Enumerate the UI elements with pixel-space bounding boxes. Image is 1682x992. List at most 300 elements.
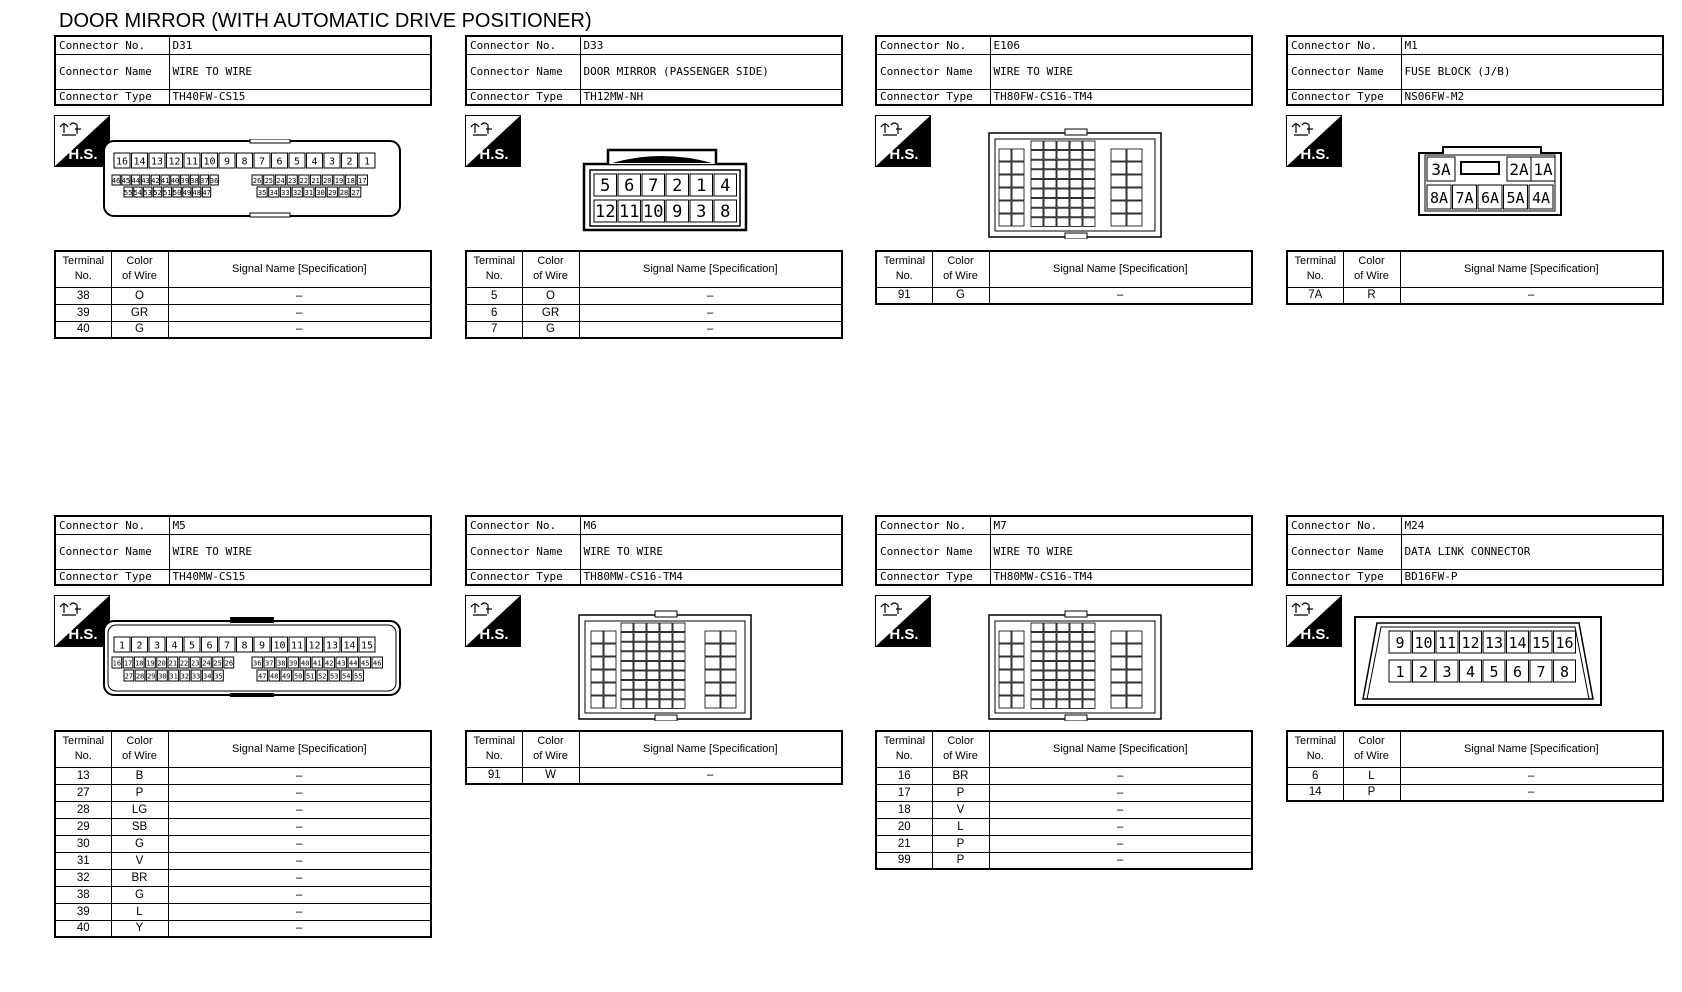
pin-cell [169, 670, 179, 681]
svg-text:2: 2 [136, 640, 143, 652]
svg-text:7: 7 [223, 640, 231, 652]
terminal-table [54, 250, 432, 339]
svg-text:33: 33 [191, 672, 201, 681]
connector-no-value: D31 [169, 36, 431, 54]
svg-text:42: 42 [325, 659, 334, 668]
svg-text:42: 42 [151, 176, 160, 185]
wire-color-cell: G [111, 835, 168, 852]
pin-cell [190, 175, 198, 185]
pin-cell [179, 657, 189, 668]
terminal-no-cell: 6 [466, 304, 522, 321]
svg-text:5: 5 [600, 176, 611, 197]
svg-text:1: 1 [1395, 663, 1405, 682]
terminal-no-cell: 38 [55, 886, 111, 903]
pin-cell [202, 657, 212, 668]
svg-text:11: 11 [185, 156, 199, 168]
signal-name-cell: – [989, 818, 1252, 835]
svg-text:17: 17 [123, 659, 133, 668]
terminal-no-cell: 27 [55, 784, 111, 801]
svg-text:18: 18 [135, 659, 144, 668]
svg-text:12: 12 [168, 156, 181, 168]
svg-text:7: 7 [258, 156, 266, 168]
connector-no-label: Connector No. [466, 36, 580, 54]
wire-color-cell: B [111, 767, 168, 784]
connector-no-label: Connector No. [1287, 516, 1401, 534]
connector-no-value: M24 [1401, 516, 1663, 534]
pin-cell [264, 175, 274, 185]
wire-color-cell: Y [111, 920, 168, 937]
svg-text:37: 37 [200, 176, 209, 185]
svg-text:31: 31 [169, 672, 178, 681]
pin-cell [151, 175, 159, 185]
pin-cell [252, 175, 262, 185]
signal-name-cell: – [168, 869, 431, 886]
wire-color-cell: G [932, 287, 989, 304]
connector-block-d33 [465, 35, 843, 455]
pin-cell [269, 670, 280, 681]
table-row [876, 767, 1252, 784]
pin-cell [304, 187, 314, 197]
signal-name-cell: – [989, 801, 1252, 818]
svg-text:40: 40 [170, 176, 180, 185]
svg-text:50: 50 [294, 672, 303, 681]
pin-cell [312, 657, 323, 668]
svg-text:38: 38 [277, 659, 286, 668]
color-of-wire-header: Color of Wire [111, 251, 168, 287]
svg-text:50: 50 [172, 188, 182, 197]
terminal-no-header: Terminal No. [1287, 731, 1343, 767]
svg-text:16: 16 [115, 156, 129, 168]
connector-info-table [465, 35, 843, 106]
connector-name-value: WIRE TO WIRE [169, 54, 431, 89]
connector-face-diagram [1353, 615, 1603, 707]
wire-color-cell: P [932, 784, 989, 801]
pin-cell [184, 153, 200, 168]
signal-name-cell: – [168, 287, 431, 304]
pin-cell [594, 174, 617, 196]
svg-text:24: 24 [202, 659, 211, 668]
pin-cell [322, 175, 332, 185]
pin-cell [1529, 185, 1553, 209]
connector-type-value: TH12MW-NH [580, 89, 842, 105]
svg-text:4: 4 [720, 176, 731, 197]
svg-text:7: 7 [1536, 663, 1546, 682]
pin-cell [124, 187, 132, 197]
pin-cell [157, 657, 167, 668]
terminal-table [54, 730, 432, 938]
svg-text:19: 19 [334, 176, 344, 185]
svg-text:18: 18 [346, 176, 355, 185]
wire-color-cell: G [522, 321, 579, 338]
svg-text:12: 12 [1461, 634, 1480, 653]
svg-text:6: 6 [624, 176, 635, 197]
connector-type-value: TH40FW-CS15 [169, 89, 431, 105]
svg-text:9: 9 [672, 202, 683, 223]
connector-name-value: WIRE TO WIRE [169, 534, 431, 569]
connector-name-value: WIRE TO WIRE [990, 534, 1252, 569]
pin-cell [1453, 185, 1477, 209]
connector-info-table [465, 515, 843, 586]
pin-cell [257, 187, 267, 197]
pin-cell [1427, 185, 1451, 209]
pin-cell [594, 200, 617, 222]
pin-cell [281, 670, 292, 681]
svg-text:37: 37 [265, 659, 274, 668]
signal-name-cell: – [168, 818, 431, 835]
svg-text:49: 49 [282, 672, 291, 681]
pin-cell [618, 174, 641, 196]
connector-name-label: Connector Name [876, 534, 990, 569]
pin-cell [289, 637, 305, 652]
svg-text:9: 9 [258, 640, 266, 652]
connector-no-value: M1 [1401, 36, 1663, 54]
connector-name-value: FUSE BLOCK (J/B) [1401, 54, 1663, 89]
connector-name-label: Connector Name [466, 54, 580, 89]
connector-type-label: Connector Type [55, 89, 169, 105]
terminal-no-header: Terminal No. [876, 731, 932, 767]
terminal-no-cell: 32 [55, 869, 111, 886]
svg-text:33: 33 [281, 188, 290, 197]
svg-text:39: 39 [289, 659, 298, 668]
pin-cell [122, 175, 130, 185]
svg-text:55: 55 [123, 188, 133, 197]
svg-text:20: 20 [157, 659, 166, 668]
wire-color-cell: P [111, 784, 168, 801]
connector-no-label: Connector No. [466, 516, 580, 534]
signal-name-cell: – [579, 304, 842, 321]
pin-cell [1554, 631, 1576, 653]
color-of-wire-header: Color of Wire [932, 251, 989, 287]
svg-text:49: 49 [182, 188, 192, 197]
pin-cell [190, 657, 200, 668]
terminal-no-header: Terminal No. [876, 251, 932, 287]
signal-name-cell: – [168, 801, 431, 818]
wire-color-cell: L [1343, 767, 1400, 784]
svg-text:5: 5 [188, 640, 196, 652]
pin-cell [287, 175, 297, 185]
terminal-no-cell: 30 [55, 835, 111, 852]
pin-cell [714, 200, 737, 222]
table-row [1287, 767, 1663, 784]
signal-name-cell: – [168, 852, 431, 869]
table-row [466, 321, 842, 338]
svg-text:35: 35 [257, 188, 267, 197]
pin-cell [124, 670, 134, 681]
pin-cell [1554, 660, 1576, 682]
svg-text:51: 51 [306, 672, 315, 681]
connector-name-label: Connector Name [55, 54, 169, 89]
terminal-no-cell: 38 [55, 287, 111, 304]
table-row [876, 835, 1252, 852]
pin-cell [324, 637, 340, 652]
svg-text:14: 14 [133, 156, 146, 168]
pin-cell [359, 153, 375, 168]
hs-label: H.S. [68, 626, 98, 643]
signal-name-header: Signal Name [Specification] [579, 251, 842, 287]
terminal-no-cell: 40 [55, 920, 111, 937]
pin-cell [666, 200, 689, 222]
pin-cell [202, 153, 218, 168]
pin-cell [276, 657, 287, 668]
connector-block-m7 [875, 515, 1253, 935]
signal-name-header: Signal Name [Specification] [168, 251, 431, 287]
connector-no-value: M6 [580, 516, 842, 534]
connector-block-m5 [54, 515, 432, 935]
svg-text:16: 16 [1555, 634, 1574, 653]
svg-text:54: 54 [133, 188, 143, 197]
connector-name-label: Connector Name [466, 534, 580, 569]
svg-text:6: 6 [1512, 663, 1523, 682]
pin-cell [141, 175, 149, 185]
pin-cell [257, 670, 268, 681]
table-row [55, 869, 431, 886]
svg-text:9: 9 [223, 156, 231, 168]
svg-text:2: 2 [346, 156, 353, 168]
pin-cell [275, 175, 285, 185]
svg-text:39: 39 [180, 176, 189, 185]
pin-cell [193, 187, 201, 197]
svg-text:25: 25 [264, 176, 274, 185]
pin-cell [202, 637, 218, 652]
color-of-wire-header: Color of Wire [522, 251, 579, 287]
svg-text:52: 52 [318, 672, 327, 681]
color-of-wire-header: Color of Wire [111, 731, 168, 767]
svg-text:8A: 8A [1429, 189, 1449, 207]
svg-text:9: 9 [1395, 634, 1405, 653]
pin-cell [224, 657, 234, 668]
svg-text:31: 31 [304, 188, 314, 197]
svg-text:10: 10 [273, 640, 286, 652]
signal-name-cell: – [989, 767, 1252, 784]
svg-text:52: 52 [153, 188, 162, 197]
svg-text:5: 5 [1489, 663, 1499, 682]
terminal-no-cell: 20 [876, 818, 932, 835]
svg-text:44: 44 [349, 659, 358, 668]
svg-text:20: 20 [323, 176, 332, 185]
svg-text:15: 15 [1531, 634, 1551, 653]
table-row [1287, 784, 1663, 801]
pin-cell [339, 187, 349, 197]
connector-type-label: Connector Type [876, 569, 990, 585]
svg-text:11: 11 [619, 202, 640, 223]
pin-cell [146, 670, 156, 681]
hs-label: H.S. [479, 626, 509, 643]
connector-info-table [875, 515, 1253, 586]
pin-cell [144, 187, 152, 197]
pin-cell [252, 657, 263, 668]
pin-cell [167, 153, 183, 168]
terminal-table [1286, 250, 1664, 305]
svg-text:30: 30 [158, 672, 167, 681]
signal-name-cell: – [168, 920, 431, 937]
pin-cell [202, 187, 210, 197]
pin-cell [307, 153, 323, 168]
connector-name-label: Connector Name [55, 534, 169, 569]
pin-cell [342, 153, 358, 168]
wire-color-cell: L [111, 903, 168, 920]
pin-cell [280, 187, 290, 197]
connector-face-diagram [582, 137, 750, 237]
pin-cell [359, 637, 375, 652]
pin-cell [161, 175, 169, 185]
table-row [876, 801, 1252, 818]
wire-color-cell: GR [522, 304, 579, 321]
pin-cell [357, 175, 367, 185]
pin-cell [132, 637, 148, 652]
svg-text:8: 8 [1559, 663, 1570, 682]
terminal-no-cell: 18 [876, 801, 932, 818]
svg-text:29: 29 [328, 188, 337, 197]
svg-text:4: 4 [171, 640, 178, 652]
connector-type-value: TH40MW-CS15 [169, 569, 431, 585]
pin-cell [135, 670, 145, 681]
wire-color-cell: GR [111, 304, 168, 321]
wire-color-cell: G [111, 886, 168, 903]
hs-label: H.S. [889, 146, 919, 163]
pin-cell [219, 153, 235, 168]
hs-label: H.S. [889, 626, 919, 643]
pin-cell [149, 637, 165, 652]
signal-name-cell: – [168, 903, 431, 920]
hs-label: H.S. [1300, 146, 1330, 163]
pin-cell [112, 175, 120, 185]
wire-color-cell: L [932, 818, 989, 835]
signal-name-cell: – [168, 835, 431, 852]
pin-cell [1436, 660, 1458, 682]
svg-text:7: 7 [648, 176, 659, 197]
pin-cell [114, 153, 130, 168]
pin-cell [311, 175, 321, 185]
pin-cell [1530, 631, 1552, 653]
signal-name-header: Signal Name [Specification] [579, 731, 842, 767]
svg-text:6: 6 [276, 156, 283, 168]
signal-name-cell: – [579, 287, 842, 304]
connector-no-label: Connector No. [876, 516, 990, 534]
svg-text:6A: 6A [1480, 189, 1500, 207]
table-row [876, 852, 1252, 869]
connector-no-value: M5 [169, 516, 431, 534]
table-row [55, 920, 431, 937]
pin-cell [1460, 631, 1482, 653]
pin-cell [1461, 162, 1499, 174]
connector-no-value: E106 [990, 36, 1252, 54]
svg-text:19: 19 [146, 659, 155, 668]
svg-text:10: 10 [203, 156, 216, 168]
svg-text:27: 27 [124, 672, 134, 681]
table-row [466, 287, 842, 304]
pin-cell [642, 200, 665, 222]
table-row [55, 818, 431, 835]
wire-color-cell: G [111, 321, 168, 338]
pin-cell [1427, 157, 1455, 181]
pin-cell [134, 657, 144, 668]
terminal-no-cell: 39 [55, 903, 111, 920]
pin-cell [1389, 631, 1411, 653]
harness-side-icon [465, 595, 521, 647]
pin-cell [219, 637, 235, 652]
connector-info-table [1286, 35, 1664, 106]
connector-name-value: WIRE TO WIRE [580, 534, 842, 569]
pin-cell [214, 670, 224, 681]
terminal-table [465, 730, 843, 785]
terminal-no-cell: 28 [55, 801, 111, 818]
connector-name-value: WIRE TO WIRE [990, 54, 1252, 89]
svg-text:48: 48 [270, 672, 279, 681]
pin-cell [146, 657, 156, 668]
pin-cell [300, 657, 311, 668]
pin-cell [149, 153, 165, 168]
pin-cell [264, 657, 275, 668]
pin-cell [213, 657, 223, 668]
svg-text:34: 34 [203, 672, 212, 681]
svg-text:30: 30 [316, 188, 325, 197]
wire-color-cell: SB [111, 818, 168, 835]
pin-cell [1436, 631, 1458, 653]
wire-color-cell: BR [111, 869, 168, 886]
svg-text:10: 10 [643, 202, 664, 223]
svg-text:2A: 2A [1509, 160, 1529, 179]
svg-text:44: 44 [131, 176, 140, 185]
pin-cell [360, 657, 371, 668]
pin-cell [114, 637, 130, 652]
pin-cell [305, 670, 316, 681]
table-row [55, 886, 431, 903]
pin-cell [346, 175, 356, 185]
svg-text:43: 43 [337, 659, 346, 668]
svg-text:3: 3 [696, 202, 707, 223]
svg-text:11: 11 [1437, 634, 1457, 653]
connector-type-label: Connector Type [466, 569, 580, 585]
signal-name-header: Signal Name [Specification] [168, 731, 431, 767]
pin-cell [351, 187, 361, 197]
table-row [876, 784, 1252, 801]
color-of-wire-header: Color of Wire [932, 731, 989, 767]
pin-cell [690, 200, 713, 222]
connector-name-label: Connector Name [1287, 534, 1401, 569]
pin-cell [1483, 660, 1505, 682]
wire-color-cell: P [932, 852, 989, 869]
terminal-no-cell: 17 [876, 784, 932, 801]
svg-text:41: 41 [313, 659, 322, 668]
terminal-no-cell: 6 [1287, 767, 1343, 784]
pin-cell [200, 175, 208, 185]
connector-type-value: BD16FW-P [1401, 569, 1663, 585]
svg-text:5A: 5A [1506, 189, 1525, 207]
pin-cell [171, 175, 179, 185]
table-row [55, 321, 431, 338]
connector-no-value: M7 [990, 516, 1252, 534]
svg-text:32: 32 [292, 188, 302, 197]
pin-cell [132, 153, 148, 168]
svg-text:22: 22 [299, 176, 309, 185]
connector-face-diagram [987, 609, 1167, 721]
svg-text:10: 10 [1414, 634, 1433, 653]
pin-cell [1507, 631, 1529, 653]
terminal-table [875, 730, 1253, 870]
svg-text:4A: 4A [1531, 189, 1551, 207]
table-row [876, 287, 1252, 304]
signal-name-cell: – [1400, 287, 1663, 304]
connector-no-label: Connector No. [876, 36, 990, 54]
svg-text:25: 25 [213, 659, 222, 668]
wire-color-cell: V [932, 801, 989, 818]
harness-side-icon [1286, 115, 1342, 167]
pin-cell [327, 187, 337, 197]
signal-name-cell: – [989, 784, 1252, 801]
signal-name-cell: – [1400, 767, 1663, 784]
hs-label: H.S. [479, 146, 509, 163]
table-row [55, 801, 431, 818]
